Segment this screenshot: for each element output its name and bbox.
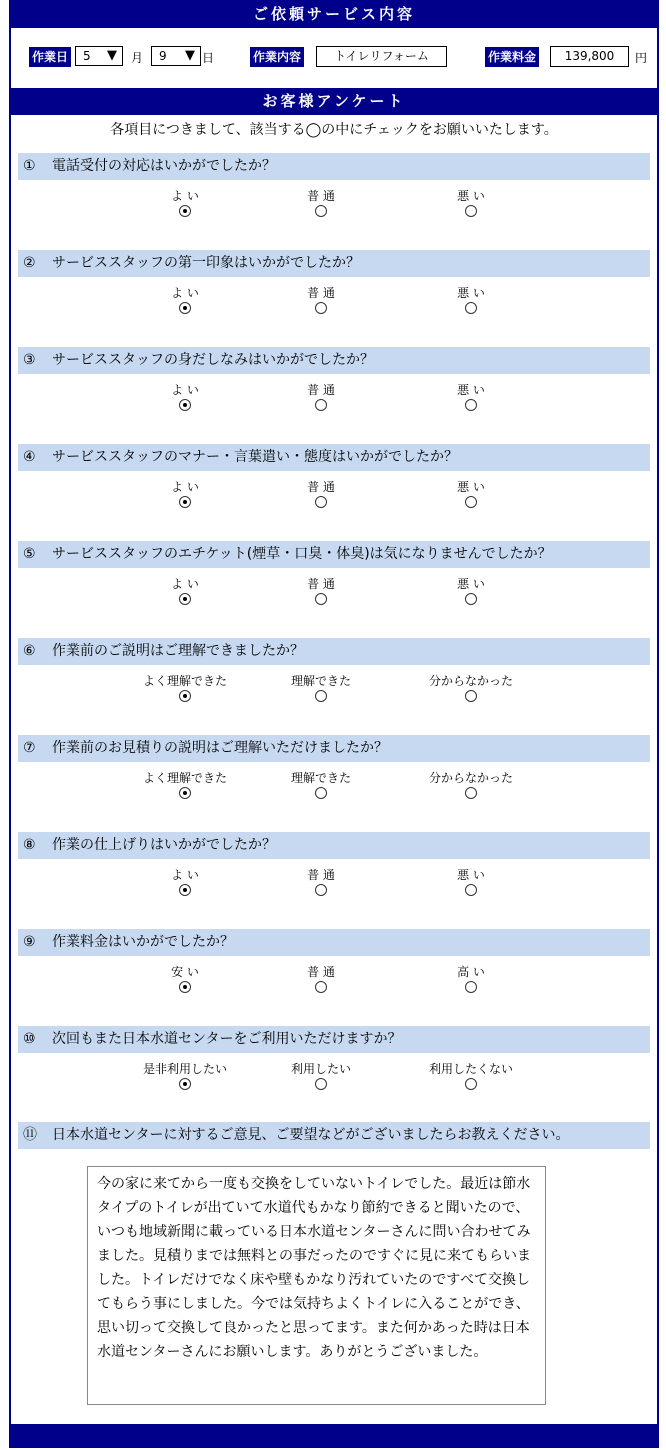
question-2 [11,242,657,339]
question-number: ⑩ [23,1031,36,1047]
radio-button[interactable] [315,690,327,702]
work-date-label: 作業日 [29,47,71,67]
radio-button[interactable] [315,399,327,411]
question-number: ② [23,255,36,271]
question-text: サービススタッフの第一印象はいかがでしたか？ [52,255,360,271]
question-7 [11,727,657,824]
dropdown-arrow-icon: ▼ [185,48,195,63]
answer-option[interactable] [416,1061,526,1090]
dropdown-arrow-icon: ▼ [107,48,117,63]
question-number: ③ [23,352,36,368]
survey-form [9,0,659,1448]
answer-option[interactable] [416,188,526,217]
option-label: 理解できた [290,771,351,785]
answer-option[interactable] [266,576,376,605]
question-list [11,145,657,1115]
option-label: よ い [171,577,199,591]
fee-unit: 円 [635,51,648,65]
radio-button[interactable] [465,399,477,411]
question-text: 次回もまた日本水道センターをご利用いただけますか？ [52,1031,402,1047]
option-label: よ い [171,189,199,203]
option-label: 分からなかった [428,674,513,688]
option-label: 利用したい [290,1062,351,1076]
radio-button[interactable] [315,302,327,314]
question-8 [11,824,657,921]
option-label: よ い [171,480,199,494]
answer-option[interactable] [130,479,240,508]
answer-option[interactable] [130,673,240,702]
answer-option[interactable] [416,479,526,508]
question-bar [18,541,650,568]
question-number: ⑥ [23,643,36,659]
survey-instructions: 各項目につきまして、該当する◯の中にチェックをお願いいたします。 [110,122,558,138]
radio-button[interactable] [315,496,327,508]
question-number: ④ [23,449,36,465]
option-label: 普 通 [307,286,335,300]
radio-button[interactable] [315,1078,327,1090]
option-label: 理解できた [290,674,351,688]
question-11 [11,1115,657,1153]
answer-option[interactable] [266,188,376,217]
answer-option[interactable] [130,770,240,799]
work-content-label: 作業内容 [250,47,304,67]
answer-option[interactable] [130,188,240,217]
question-bar [18,444,650,471]
question-text: サービススタッフの身だしなみはいかがでしたか？ [52,352,374,368]
radio-button[interactable] [315,593,327,605]
radio-button[interactable] [465,981,477,993]
radio-button[interactable] [179,787,191,799]
option-label: 悪 い [457,480,485,494]
survey-header: お客様アンケート [11,88,657,115]
question-text: 作業前のご説明はご理解できましたか？ [52,643,304,659]
radio-button[interactable] [179,981,191,993]
question-bar [18,1026,650,1053]
radio-button[interactable] [315,205,327,217]
answer-option[interactable] [266,867,376,896]
question-bar [18,832,650,859]
question-text: サービススタッフのマナー・言葉遣い・態度はいかがでしたか？ [52,449,458,465]
answer-option[interactable] [416,964,526,993]
radio-button[interactable] [179,690,191,702]
option-label: 高 い [457,965,485,979]
option-label: 悪 い [457,383,485,397]
work-fee-field[interactable]: 139,800 [550,46,629,67]
radio-button[interactable] [465,787,477,799]
question-number: ⑧ [23,837,36,853]
question-text: 作業料金はいかがでしたか？ [52,934,234,950]
option-label: よ い [171,868,199,882]
option-label: 普 通 [307,868,335,882]
radio-button[interactable] [465,690,477,702]
work-content-field[interactable]: トイレリフォーム [316,46,447,67]
month-unit: 月 [131,51,144,65]
answer-option[interactable] [130,285,240,314]
question-text: 作業の仕上げりはいかがでしたか？ [52,837,276,853]
question-9 [11,921,657,1018]
answer-option[interactable] [416,576,526,605]
option-label: 安 い [171,965,199,979]
option-label: 普 通 [307,577,335,591]
option-label: 普 通 [307,480,335,494]
option-label: よ い [171,383,199,397]
question-3 [11,339,657,436]
service-header: ご依頼サービス内容 [11,0,657,28]
option-label: よ い [171,286,199,300]
question-5 [11,533,657,630]
radio-button[interactable] [465,593,477,605]
job-details-row [11,28,657,88]
answer-option[interactable] [416,867,526,896]
day-select[interactable] [151,46,201,66]
question-text: 日本水道センターに対するご意見、ご要望などがございましたらお教えください。 [52,1127,570,1143]
radio-button[interactable] [315,884,327,896]
radio-button[interactable] [315,981,327,993]
answer-option[interactable] [416,770,526,799]
question-number: ⑦ [23,740,36,756]
question-10 [11,1018,657,1115]
option-label: 悪 い [457,286,485,300]
radio-button[interactable] [179,593,191,605]
option-label: 普 通 [307,383,335,397]
radio-button[interactable] [465,302,477,314]
answer-option[interactable] [266,964,376,993]
question-text: 作業前のお見積りの説明はご理解いただけましたか？ [52,740,388,756]
option-label: 悪 い [457,189,485,203]
answer-option[interactable] [266,285,376,314]
question-text: 電話受付の対応はいかがでしたか？ [52,158,276,174]
radio-button[interactable] [179,205,191,217]
question-1 [11,145,657,242]
question-bar [18,1122,650,1149]
month-select[interactable] [75,46,123,66]
day-value: 9 [159,49,167,63]
question-bar [18,929,650,956]
answer-option[interactable] [130,576,240,605]
option-label: 悪 い [457,868,485,882]
radio-button[interactable] [179,1078,191,1090]
option-label: 是非利用したい [142,1062,227,1076]
day-unit: 日 [202,51,215,65]
radio-button[interactable] [179,399,191,411]
radio-button[interactable] [465,884,477,896]
answer-option[interactable] [130,964,240,993]
radio-button[interactable] [315,787,327,799]
answer-option[interactable] [130,867,240,896]
option-label: よく理解できた [142,771,227,785]
question-bar [18,153,650,180]
option-label: 悪 い [457,577,485,591]
answer-option[interactable] [266,479,376,508]
answer-option[interactable] [266,382,376,411]
question-number: ⑤ [23,546,36,562]
question-6 [11,630,657,727]
option-label: 普 通 [307,189,335,203]
radio-button[interactable] [465,496,477,508]
option-label: 分からなかった [428,771,513,785]
radio-button[interactable] [465,205,477,217]
question-bar [18,638,650,665]
question-bar [18,735,650,762]
answer-option[interactable] [416,382,526,411]
answer-option[interactable] [130,1061,240,1090]
question-bar [18,347,650,374]
option-label: よく理解できた [142,674,227,688]
answer-option[interactable] [416,673,526,702]
answer-option[interactable] [266,1061,376,1090]
answer-option[interactable] [266,770,376,799]
question-number: ⑪ [23,1127,37,1143]
comment-textarea[interactable]: 今の家に来てから一度も交換をしていないトイレでした。最近は節水タイプのトイレが出ていて水道代もかなり節約できると聞いたので、いつも地域新聞に載っている日本水道センターさんに問い合わせてみました。見積りまでは無料との事だったのですぐに見に来てもらいました。トイレだけでなく床や壁もかなり汚れていたのですべて交換してもらう事にしました。今では気持ちよくトイレに入ることができ、思い切って交換して良かったと思ってます。また何かあった時は日本水道センターさんにお願いします。ありがとうございました。 [87,1166,546,1405]
work-fee-label: 作業料金 [485,47,539,67]
option-label: 普 通 [307,965,335,979]
answer-option[interactable] [266,673,376,702]
question-number: ① [23,158,36,174]
question-bar [18,250,650,277]
radio-button[interactable] [179,496,191,508]
footer-bar [11,1424,657,1448]
radio-button[interactable] [465,1078,477,1090]
question-4 [11,436,657,533]
question-text: サービススタッフのエチケット(煙草・口臭・体臭)は気になりませんでしたか？ [52,546,552,562]
option-label: 利用したくない [428,1062,513,1076]
question-number: ⑨ [23,934,36,950]
radio-button[interactable] [179,302,191,314]
month-value: 5 [83,49,91,63]
answer-option[interactable] [130,382,240,411]
answer-option[interactable] [416,285,526,314]
radio-button[interactable] [179,884,191,896]
